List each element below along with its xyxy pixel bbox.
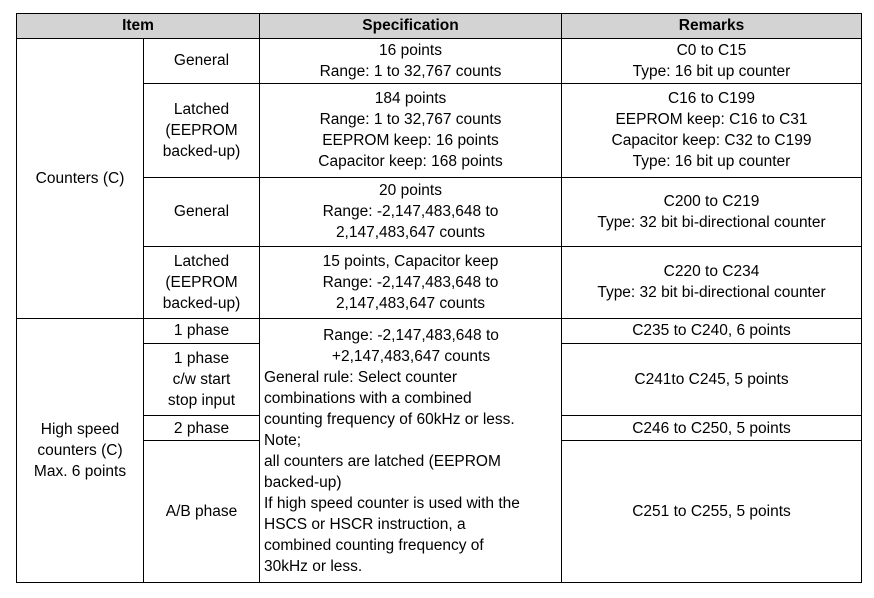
counter-type: 1 phase c/w start stop input: [144, 343, 260, 415]
table-row: [17, 83, 862, 177]
counter-remarks: C246 to C250, 5 points: [562, 415, 862, 440]
table-row: [17, 246, 862, 318]
counter-remarks: C241to C245, 5 points: [562, 343, 862, 415]
counter-remarks: C16 to C199 EEPROM keep: C16 to C31 Capacitor keep: C32 to C199 Type: 16 bit up counter: [562, 83, 862, 177]
header-specification: Specification: [260, 14, 562, 39]
counter-type: General: [144, 39, 260, 84]
counter-type: Latched (EEPROM backed-up): [144, 83, 260, 177]
counter-spec: 184 points Range: 1 to 32,767 counts EEPROM keep: 16 points Capacitor keep: 168 points: [260, 83, 562, 177]
counter-remarks: C220 to C234 Type: 32 bit bi-directional counter: [562, 246, 862, 318]
counter-type: 1 phase: [144, 319, 260, 343]
counter-type: A/B phase: [144, 441, 260, 583]
high-speed-spec: Range: -2,147,483,648 to +2,147,483,647 counts General rule: Select counter combinations with a combined counting frequency of 60kHz or less. Note; all counters are latched (EEPROM backed-up) If high speed counter is used with the HSCS or HSCR instruction, a combined counting frequency of 30kHz or less.: [260, 319, 562, 583]
counter-type: 2 phase: [144, 415, 260, 440]
counter-spec-table: [16, 13, 862, 583]
table-row: [17, 319, 862, 343]
table-row: [17, 177, 862, 246]
counter-spec: 20 points Range: -2,147,483,648 to 2,147,483,647 counts: [260, 177, 562, 246]
header-remarks: Remarks: [562, 14, 862, 39]
counters-label: Counters (C): [17, 39, 144, 319]
counter-type: Latched (EEPROM backed-up): [144, 246, 260, 318]
counter-type: General: [144, 177, 260, 246]
counter-spec: 16 points Range: 1 to 32,767 counts: [260, 39, 562, 84]
high-speed-label: High speed counters (C) Max. 6 points: [17, 319, 144, 583]
counter-remarks: C251 to C255, 5 points: [562, 441, 862, 583]
header-row: [17, 14, 862, 39]
counter-remarks: C0 to C15 Type: 16 bit up counter: [562, 39, 862, 84]
header-item: Item: [17, 14, 260, 39]
counter-remarks: C200 to C219 Type: 32 bit bi-directional counter: [562, 177, 862, 246]
counter-spec: 15 points, Capacitor keep Range: -2,147,483,648 to 2,147,483,647 counts: [260, 246, 562, 318]
table-row: [17, 39, 862, 84]
counter-remarks: C235 to C240, 6 points: [562, 319, 862, 343]
